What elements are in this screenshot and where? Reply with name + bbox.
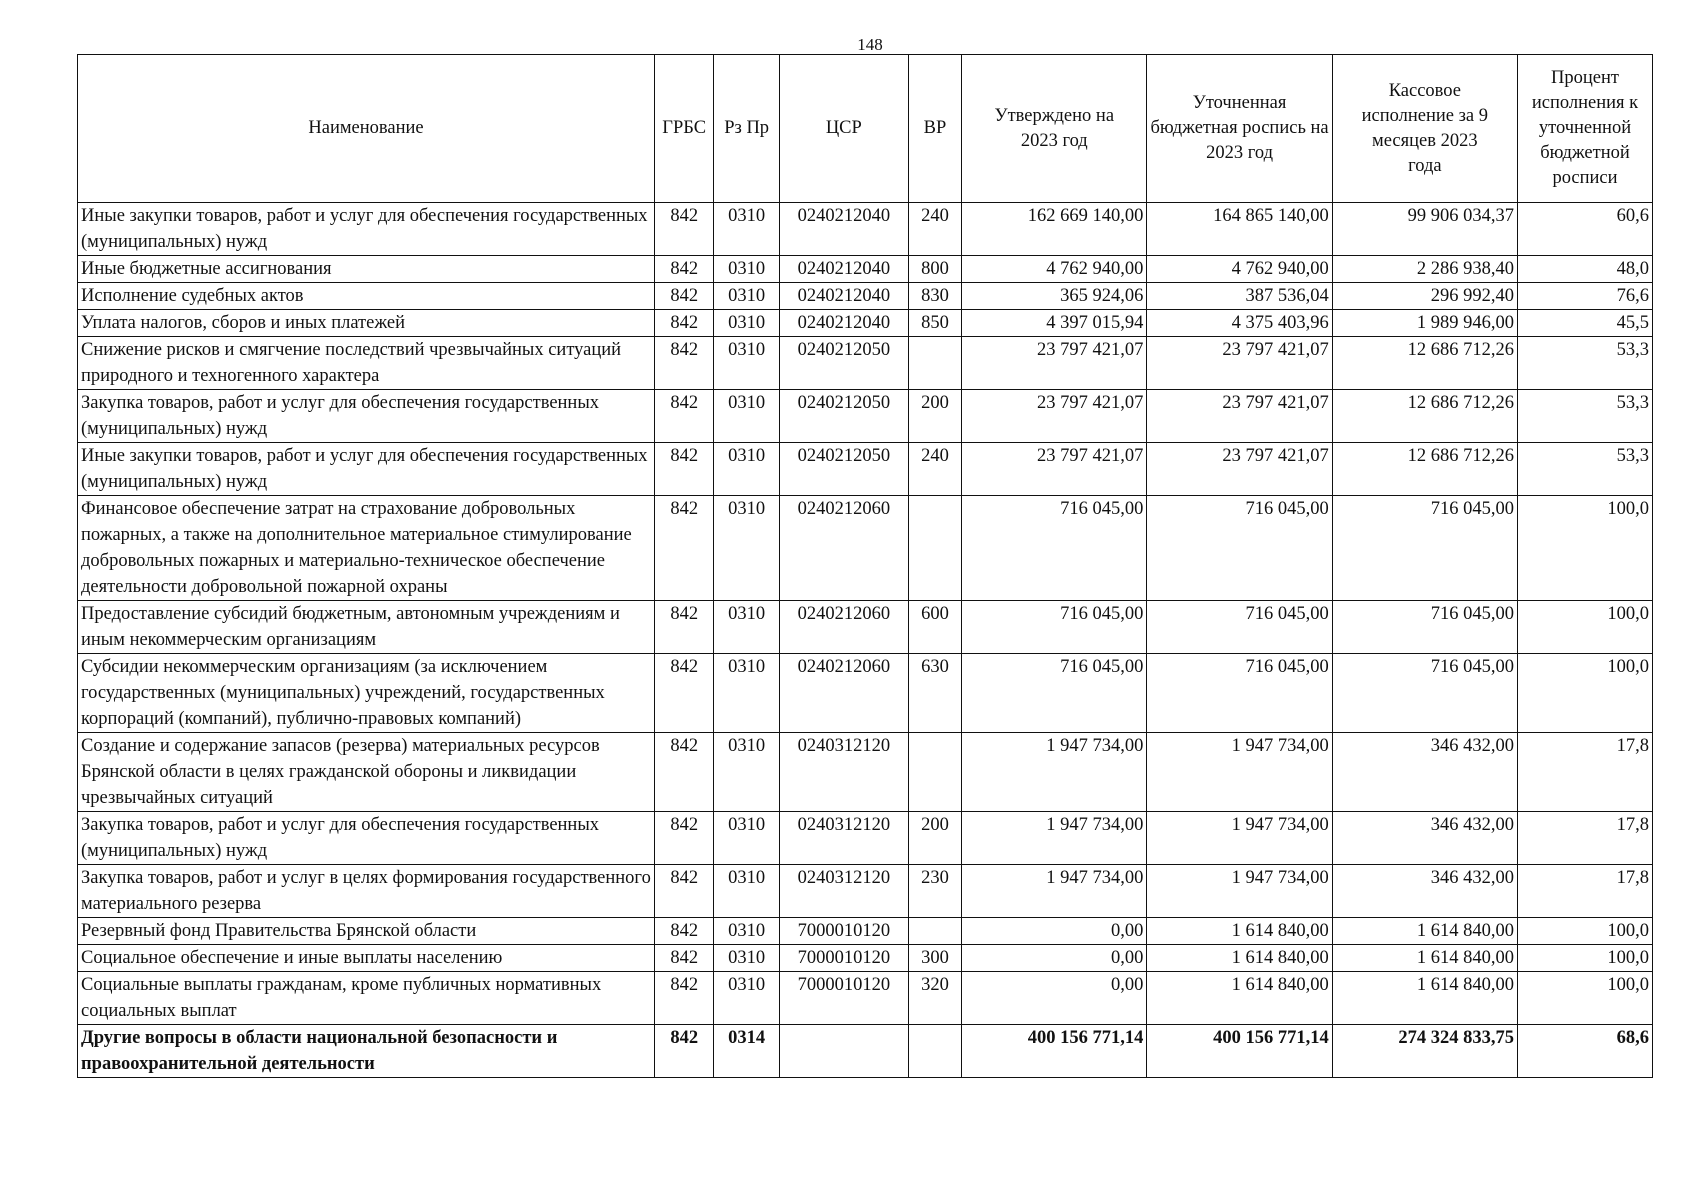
page-number: 148	[857, 35, 883, 54]
cell-approved: 23 797 421,07	[962, 337, 1147, 390]
cell-approved: 716 045,00	[962, 601, 1147, 654]
cell-percent: 76,6	[1517, 283, 1652, 310]
cell-rzpr: 0310	[714, 812, 779, 865]
col-header-csr: ЦСР	[779, 55, 908, 203]
cell-name: Социальное обеспечение и иные выплаты населению	[78, 945, 655, 972]
cell-name: Субсидии некоммерческим организациям (за исключением государственных (муниципальных) учреждений, государственных корпораций (компаний), публично-правовых компаний)	[78, 654, 655, 733]
cell-csr: 0240212040	[779, 310, 908, 337]
cell-grbs: 842	[655, 443, 714, 496]
cell-csr: 0240212040	[779, 283, 908, 310]
table-row	[78, 443, 1653, 496]
cell-vr	[908, 496, 961, 601]
cell-cash: 1 614 840,00	[1332, 918, 1517, 945]
cell-grbs: 842	[655, 496, 714, 601]
cell-cash: 346 432,00	[1332, 812, 1517, 865]
cell-refined: 1 947 734,00	[1147, 812, 1332, 865]
cell-cash: 1 614 840,00	[1332, 945, 1517, 972]
cell-approved: 1 947 734,00	[962, 733, 1147, 812]
cell-vr: 600	[908, 601, 961, 654]
cell-refined: 4 762 940,00	[1147, 256, 1332, 283]
cell-approved: 365 924,06	[962, 283, 1147, 310]
table-row	[78, 256, 1653, 283]
cell-rzpr: 0310	[714, 918, 779, 945]
cell-refined: 1 947 734,00	[1147, 865, 1332, 918]
cell-vr: 240	[908, 203, 961, 256]
cell-csr: 7000010120	[779, 972, 908, 1025]
cell-name: Уплата налогов, сборов и иных платежей	[78, 310, 655, 337]
cell-approved: 1 947 734,00	[962, 812, 1147, 865]
cell-csr	[779, 1025, 908, 1078]
cell-grbs: 842	[655, 601, 714, 654]
cell-csr: 0240212040	[779, 256, 908, 283]
cell-grbs: 842	[655, 1025, 714, 1078]
cell-rzpr: 0310	[714, 654, 779, 733]
table-row	[78, 733, 1653, 812]
cell-name: Закупка товаров, работ и услуг в целях формирования государственного материального резерва	[78, 865, 655, 918]
cell-approved: 400 156 771,14	[962, 1025, 1147, 1078]
cell-refined: 4 375 403,96	[1147, 310, 1332, 337]
col-header-name: Наименование	[78, 55, 655, 203]
cell-csr: 0240212060	[779, 654, 908, 733]
cell-name: Другие вопросы в области национальной безопасности и правоохранительной деятельности	[78, 1025, 655, 1078]
cell-cash: 346 432,00	[1332, 865, 1517, 918]
cell-cash: 1 989 946,00	[1332, 310, 1517, 337]
cell-name: Иные закупки товаров, работ и услуг для обеспечения государственных (муниципальных) нужд	[78, 443, 655, 496]
col-header-percent: Процент исполнения к уточненной бюджетной росписи	[1517, 55, 1652, 203]
cell-grbs: 842	[655, 733, 714, 812]
cell-percent: 17,8	[1517, 812, 1652, 865]
table-row	[78, 654, 1653, 733]
cell-grbs: 842	[655, 390, 714, 443]
cell-rzpr: 0310	[714, 733, 779, 812]
cell-csr: 7000010120	[779, 918, 908, 945]
cell-approved: 23 797 421,07	[962, 390, 1147, 443]
cell-approved: 162 669 140,00	[962, 203, 1147, 256]
cell-grbs: 842	[655, 865, 714, 918]
cell-vr	[908, 918, 961, 945]
cell-csr: 0240312120	[779, 733, 908, 812]
cell-approved: 716 045,00	[962, 496, 1147, 601]
cell-rzpr: 0310	[714, 443, 779, 496]
cell-percent: 100,0	[1517, 654, 1652, 733]
cell-refined: 23 797 421,07	[1147, 443, 1332, 496]
col-header-approved: Утверждено на 2023 год	[962, 55, 1147, 203]
cell-name: Резервный фонд Правительства Брянской области	[78, 918, 655, 945]
cell-csr: 0240212060	[779, 601, 908, 654]
cell-vr	[908, 1025, 961, 1078]
cell-name: Финансовое обеспечение затрат на страхование добровольных пожарных, а также на дополнительное материальное стимулирование добровольных пожарных и материально-техническое обеспечение деятельности добровольной пожарной охраны	[78, 496, 655, 601]
table-row	[78, 337, 1653, 390]
cell-cash: 346 432,00	[1332, 733, 1517, 812]
cell-rzpr: 0310	[714, 337, 779, 390]
cell-rzpr: 0310	[714, 203, 779, 256]
table-row	[78, 310, 1653, 337]
cell-name: Предоставление субсидий бюджетным, автономным учреждениям и иным некоммерческим организациям	[78, 601, 655, 654]
cell-csr: 0240212050	[779, 443, 908, 496]
cell-percent: 53,3	[1517, 337, 1652, 390]
cell-percent: 45,5	[1517, 310, 1652, 337]
cell-vr: 800	[908, 256, 961, 283]
cell-rzpr: 0310	[714, 972, 779, 1025]
cell-rzpr: 0310	[714, 256, 779, 283]
col-header-rzpr: Рз Пр	[714, 55, 779, 203]
cell-percent: 100,0	[1517, 496, 1652, 601]
cell-cash: 716 045,00	[1332, 601, 1517, 654]
table-row	[78, 918, 1653, 945]
cell-refined: 716 045,00	[1147, 496, 1332, 601]
cell-name: Закупка товаров, работ и услуг для обеспечения государственных (муниципальных) нужд	[78, 390, 655, 443]
cell-vr	[908, 733, 961, 812]
cell-grbs: 842	[655, 972, 714, 1025]
cell-csr: 0240312120	[779, 812, 908, 865]
cell-cash: 12 686 712,26	[1332, 390, 1517, 443]
table-row	[78, 945, 1653, 972]
cell-percent: 68,6	[1517, 1025, 1652, 1078]
table-row	[78, 972, 1653, 1025]
cell-vr: 200	[908, 390, 961, 443]
cell-cash: 99 906 034,37	[1332, 203, 1517, 256]
cell-approved: 1 947 734,00	[962, 865, 1147, 918]
cell-cash: 296 992,40	[1332, 283, 1517, 310]
cell-csr: 0240212040	[779, 203, 908, 256]
cell-vr: 230	[908, 865, 961, 918]
cell-vr: 630	[908, 654, 961, 733]
cell-percent: 100,0	[1517, 972, 1652, 1025]
cell-vr: 200	[908, 812, 961, 865]
cell-percent: 60,6	[1517, 203, 1652, 256]
cell-csr: 0240212050	[779, 337, 908, 390]
cell-approved: 0,00	[962, 945, 1147, 972]
table-row	[78, 283, 1653, 310]
cell-grbs: 842	[655, 256, 714, 283]
cell-approved: 0,00	[962, 918, 1147, 945]
cell-refined: 387 536,04	[1147, 283, 1332, 310]
cell-cash: 716 045,00	[1332, 496, 1517, 601]
cell-cash: 12 686 712,26	[1332, 337, 1517, 390]
cell-csr: 0240212060	[779, 496, 908, 601]
table-header-row	[78, 55, 1653, 203]
cell-grbs: 842	[655, 203, 714, 256]
cell-vr	[908, 337, 961, 390]
cell-cash: 12 686 712,26	[1332, 443, 1517, 496]
cell-grbs: 842	[655, 945, 714, 972]
cell-cash: 2 286 938,40	[1332, 256, 1517, 283]
cell-percent: 53,3	[1517, 443, 1652, 496]
cell-name: Снижение рисков и смягчение последствий чрезвычайных ситуаций природного и техногенного характера	[78, 337, 655, 390]
cell-rzpr: 0314	[714, 1025, 779, 1078]
cell-cash: 1 614 840,00	[1332, 972, 1517, 1025]
table-row	[78, 601, 1653, 654]
col-header-refined: Уточненная бюджетная роспись на 2023 год	[1147, 55, 1332, 203]
budget-execution-table	[77, 54, 1653, 1078]
cell-name: Иные закупки товаров, работ и услуг для обеспечения государственных (муниципальных) нужд	[78, 203, 655, 256]
cell-rzpr: 0310	[714, 496, 779, 601]
cell-approved: 0,00	[962, 972, 1147, 1025]
table-row	[78, 812, 1653, 865]
cell-grbs: 842	[655, 918, 714, 945]
cell-vr: 240	[908, 443, 961, 496]
cell-refined: 1 614 840,00	[1147, 918, 1332, 945]
table-row	[78, 203, 1653, 256]
cell-grbs: 842	[655, 283, 714, 310]
cell-rzpr: 0310	[714, 945, 779, 972]
cell-csr: 0240212050	[779, 390, 908, 443]
cell-percent: 17,8	[1517, 865, 1652, 918]
cell-percent: 53,3	[1517, 390, 1652, 443]
cell-csr: 0240312120	[779, 865, 908, 918]
cell-grbs: 842	[655, 310, 714, 337]
cell-grbs: 842	[655, 654, 714, 733]
cell-name: Закупка товаров, работ и услуг для обеспечения государственных (муниципальных) нужд	[78, 812, 655, 865]
cell-percent: 100,0	[1517, 918, 1652, 945]
cell-vr: 300	[908, 945, 961, 972]
cell-approved: 716 045,00	[962, 654, 1147, 733]
table-row	[78, 865, 1653, 918]
col-header-vr: ВР	[908, 55, 961, 203]
table-row	[78, 496, 1653, 601]
cell-refined: 23 797 421,07	[1147, 390, 1332, 443]
cell-refined: 164 865 140,00	[1147, 203, 1332, 256]
cell-percent: 48,0	[1517, 256, 1652, 283]
col-header-grbs: ГРБС	[655, 55, 714, 203]
cell-name: Иные бюджетные ассигнования	[78, 256, 655, 283]
cell-rzpr: 0310	[714, 390, 779, 443]
cell-refined: 1 614 840,00	[1147, 972, 1332, 1025]
cell-percent: 17,8	[1517, 733, 1652, 812]
cell-name: Исполнение судебных актов	[78, 283, 655, 310]
cell-cash: 274 324 833,75	[1332, 1025, 1517, 1078]
cell-grbs: 842	[655, 337, 714, 390]
cell-approved: 23 797 421,07	[962, 443, 1147, 496]
table-row	[78, 390, 1653, 443]
cell-percent: 100,0	[1517, 945, 1652, 972]
cell-rzpr: 0310	[714, 283, 779, 310]
cell-approved: 4 397 015,94	[962, 310, 1147, 337]
cell-percent: 100,0	[1517, 601, 1652, 654]
table-row	[78, 1025, 1653, 1078]
col-header-cash: Кассовое исполнение за 9 месяцев 2023 года	[1332, 55, 1517, 203]
cell-refined: 716 045,00	[1147, 654, 1332, 733]
cell-refined: 1 947 734,00	[1147, 733, 1332, 812]
cell-grbs: 842	[655, 812, 714, 865]
cell-vr: 850	[908, 310, 961, 337]
cell-approved: 4 762 940,00	[962, 256, 1147, 283]
cell-rzpr: 0310	[714, 865, 779, 918]
cell-rzpr: 0310	[714, 601, 779, 654]
cell-name: Социальные выплаты гражданам, кроме публичных нормативных социальных выплат	[78, 972, 655, 1025]
cell-cash: 716 045,00	[1332, 654, 1517, 733]
cell-refined: 1 614 840,00	[1147, 945, 1332, 972]
cell-refined: 23 797 421,07	[1147, 337, 1332, 390]
cell-refined: 716 045,00	[1147, 601, 1332, 654]
table-body	[78, 203, 1653, 1078]
cell-refined: 400 156 771,14	[1147, 1025, 1332, 1078]
cell-vr: 320	[908, 972, 961, 1025]
cell-name: Создание и содержание запасов (резерва) материальных ресурсов Брянской области в целях гражданской обороны и ликвидации чрезвычайных ситуаций	[78, 733, 655, 812]
cell-vr: 830	[908, 283, 961, 310]
cell-rzpr: 0310	[714, 310, 779, 337]
cell-csr: 7000010120	[779, 945, 908, 972]
